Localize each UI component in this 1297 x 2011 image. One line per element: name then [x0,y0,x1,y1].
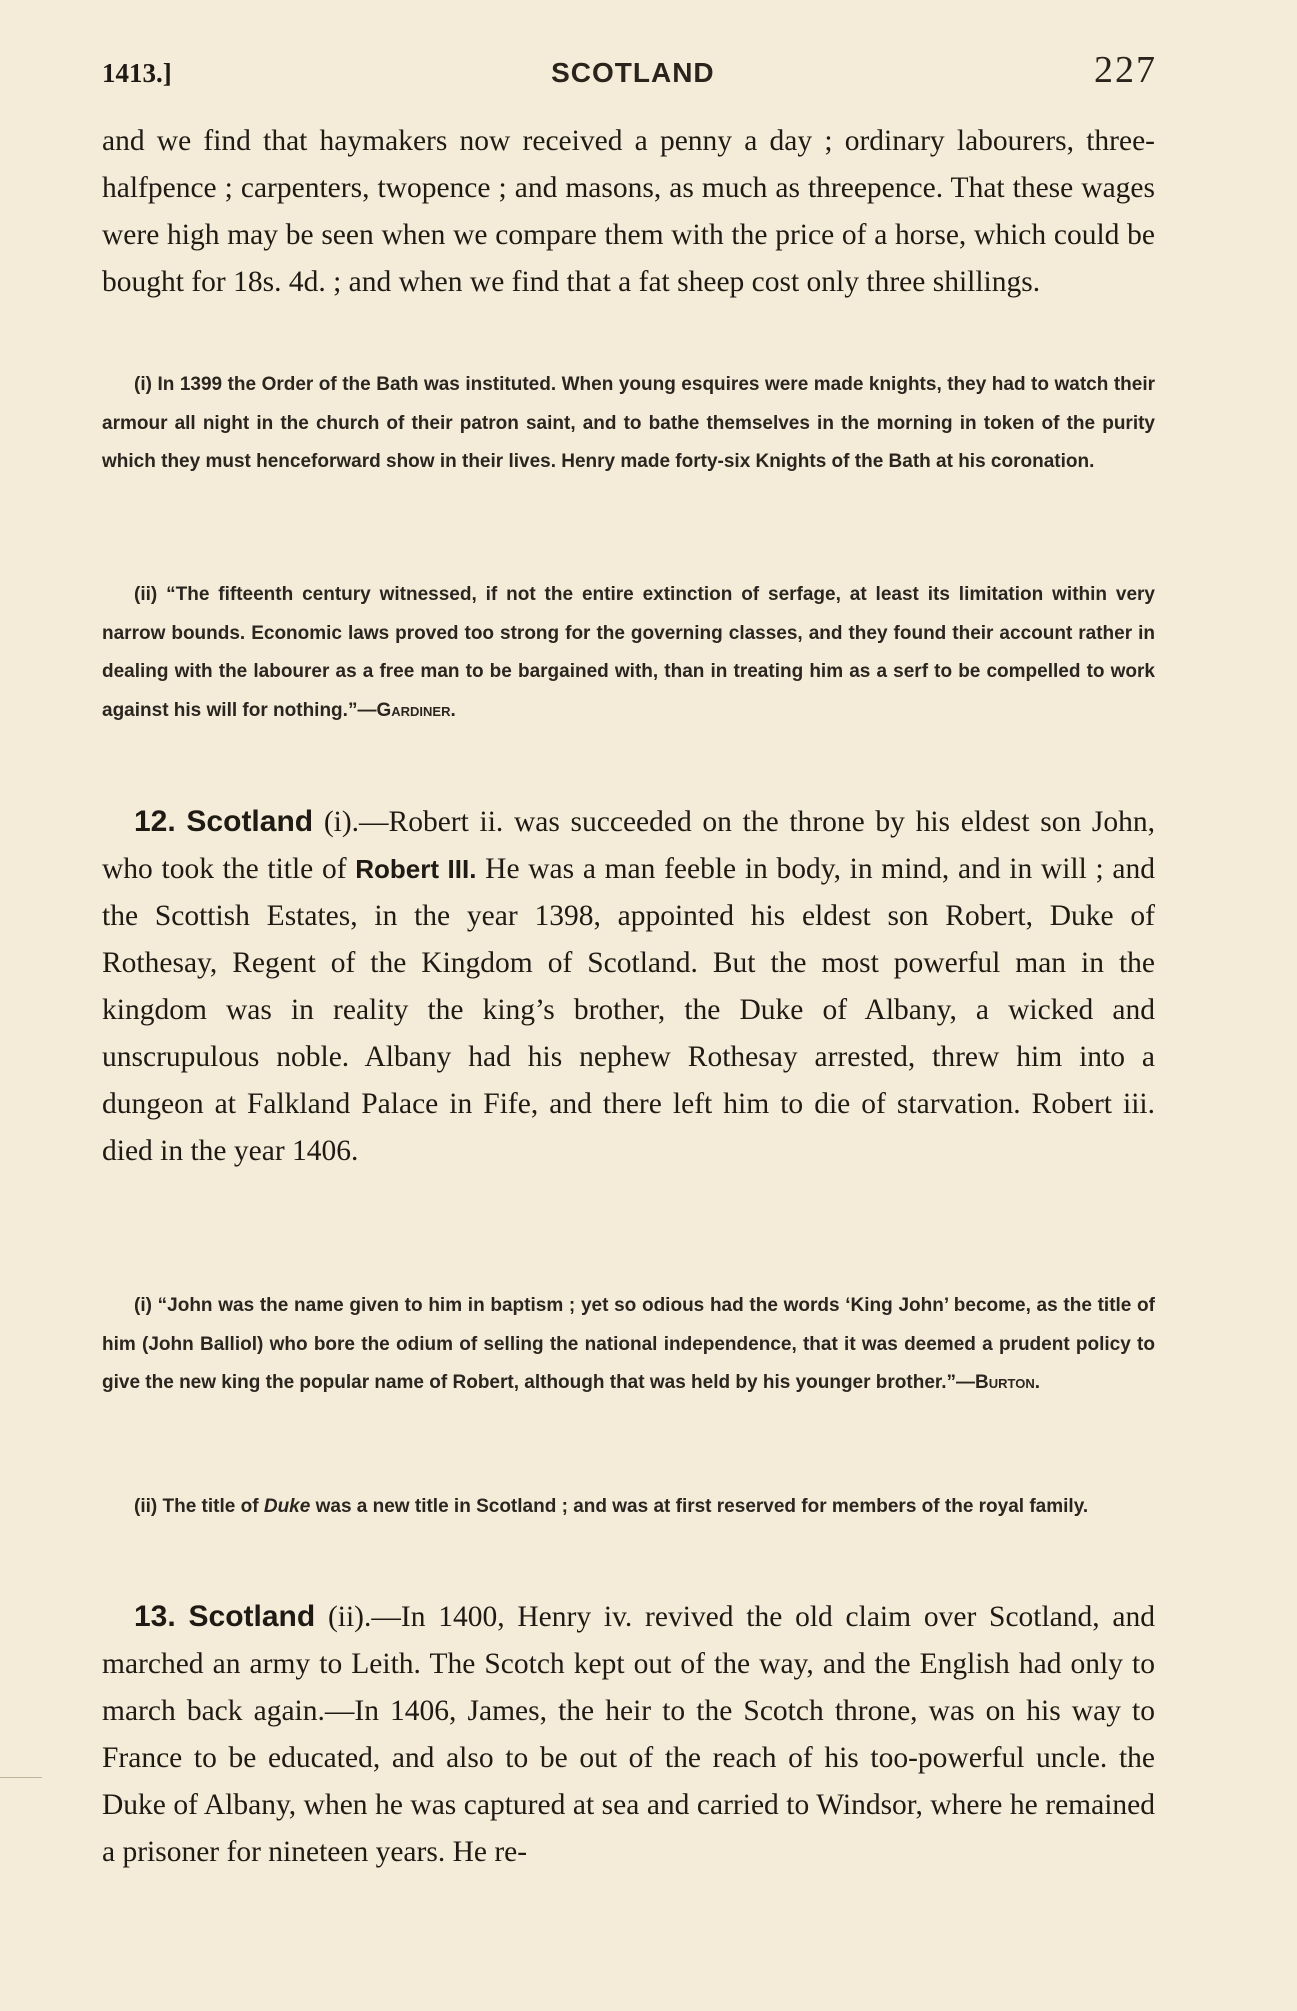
footnote-text: The title of [162,1496,259,1517]
king-name: Robert III. [355,854,477,884]
footnote-tag: (ii) [134,1496,158,1517]
footnote-tag: (ii) [134,584,158,605]
footnote-tag: (i) [134,374,152,395]
running-header [102,48,1157,98]
section-heading: Scotland [188,1600,316,1633]
footnote-serfage [102,576,1155,730]
section-12-paragraph [102,798,1155,1175]
section-part: (i). [323,806,360,838]
section-text: —Robert ii. was succeeded on the throne by his eldest son John, who took the title of [102,806,1156,885]
header-year: 1413.] [102,58,172,88]
footnote-author: Burton. [975,1372,1041,1393]
section-number: 12. [134,805,176,838]
header-title: SCOTLAND [551,57,715,88]
section-part: (ii). [327,1601,372,1633]
footnote-italic: Duke [263,1496,311,1517]
section-13-paragraph [102,1593,1155,1876]
footnote-duke [102,1488,1155,1527]
footnote-john [102,1287,1155,1403]
footnote-order-of-bath [102,366,1155,482]
page-edge-mark [0,1777,42,1778]
footnote-tag: (i) [134,1295,152,1316]
page-number: 227 [1093,49,1157,91]
section-text: He was a man feeble in body, in mind, and in will ; and the Scottish Estates, in the year 1398, appointed his eldest son Robert, Duke of Rothesay, Regent of the Kingdom of Scotland. But the most powerful man in the kingdom was in reality the king’s brother, the Duke of Albany, a wicked and unscrupulous noble. Albany had his nephew Rothesay arrested, threw him into a dungeon at Falkland Palace in Fife, and there left him to die of starvation. Robert iii. died in the year 1406. [102,853,1155,1167]
footnote-text: In 1399 the Order of the Bath was instituted. When young esquires were made knights, they had to watch their armour all night in the church of their patron saint, and to bathe themselves in the morning in token of the purity which they must henceforward show in their lives. Henry made forty-six Knights of the Bath at his coronation. [102,374,1155,472]
section-text: —In 1400, Henry iv. revived the old claim over Scotland, and marched an army to Leith. The Scotch kept out of the way, and the English had only to march back again.—In 1406, James, the heir to the Scotch throne, was on his way to France to be educated, and also to be out of the reach of his too-powerful uncle. the Duke of Albany, when he was captured at sea and carried to Windsor, where he remained a prisoner for nineteen years. He re- [102,1601,1156,1868]
section-heading: Scotland [186,805,314,838]
footnote-text: “The fifteenth century witnessed, if not the entire extinction of serfage, at least its limitation within very narrow bounds. Economic laws proved too strong for the governing classes, and they found their account rather in dealing with the labourer as a free man to be bargained with, than in treating him as a serf to be compelled to work against his will for nothing.”— [102,584,1155,721]
section-number: 13. [134,1600,176,1633]
footnote-text: “John was the name given to him in baptism ; yet so odious had the words ‘King John’ become, as the title of him (John Balliol) who bore the odium of selling the national independence, that it was deemed a prudent policy to give the new king the popular name of Robert, although that was held by his younger brother.”— [102,1295,1155,1393]
intro-paragraph: and we find that haymakers now received a penny a day ; ordinary labourers, three-halfpence ; carpenters, twopence ; and masons, as much as threepence. That these wages were high may be seen when we compare them with the price of a horse, which could be bought for 18s. 4d. ; and when we find that a fat sheep cost only three shillings. [102,125,1155,298]
footnote-author: Gardiner. [376,699,456,721]
footnote-text: was a new title in Scotland ; and was at first reserved for members of the royal family. [315,1496,1089,1517]
